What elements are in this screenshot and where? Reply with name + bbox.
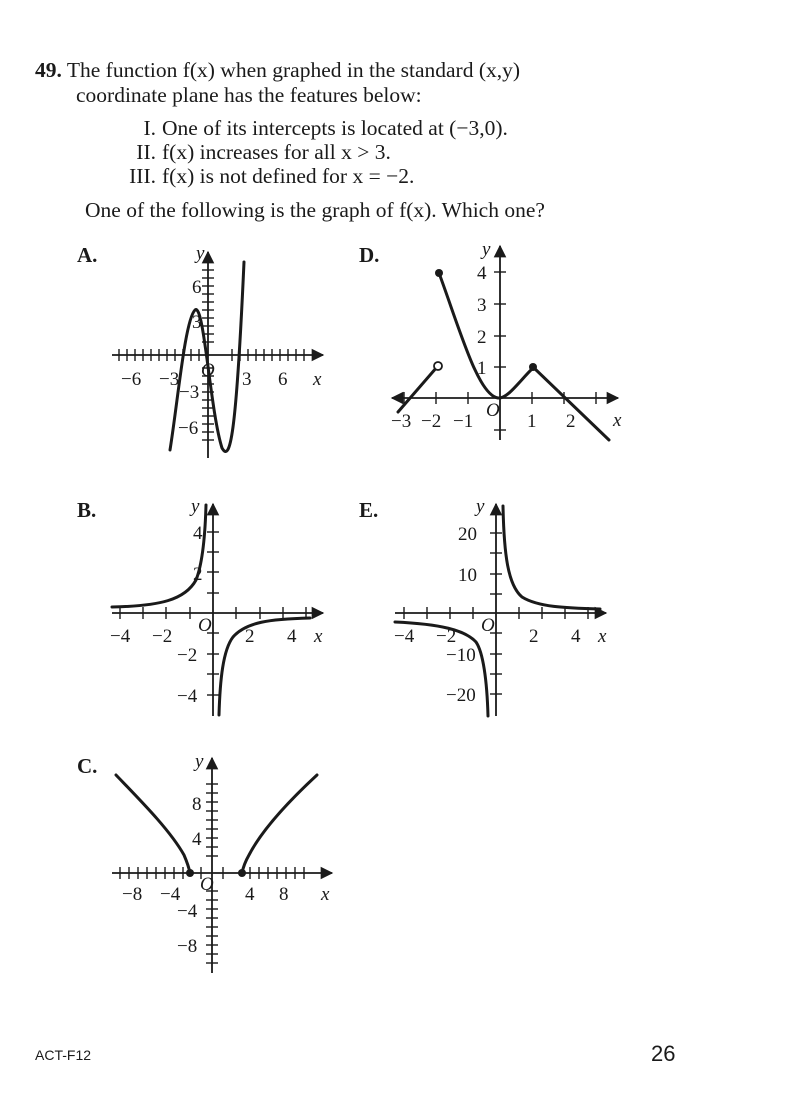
graph-c-y-label: y bbox=[195, 751, 204, 772]
graph-b-origin: O bbox=[198, 615, 212, 636]
feature-1-text: One of its intercepts is located at (−3,0). bbox=[162, 116, 508, 140]
graph-d-x-tick-neg2: −2 bbox=[421, 411, 442, 432]
graph-b-left-branch bbox=[112, 505, 206, 607]
graph-e[interactable] bbox=[394, 496, 607, 716]
graph-c-y-tick-neg4: −4 bbox=[177, 901, 198, 922]
graph-c-left-endpoint bbox=[186, 869, 194, 877]
feature-3-numeral: III. bbox=[129, 164, 156, 188]
graph-a-y-tick-6: 6 bbox=[192, 277, 202, 298]
graph-d[interactable] bbox=[391, 239, 622, 440]
graph-d-open-point bbox=[434, 362, 442, 370]
graph-b-x-tick-2: 2 bbox=[245, 626, 255, 647]
graph-b-y-tick-2: 2 bbox=[193, 564, 203, 585]
graph-c-x-tick-neg8: −8 bbox=[122, 884, 143, 905]
graph-a-x-tick-6: 6 bbox=[278, 369, 288, 390]
graph-e-origin: O bbox=[481, 615, 495, 636]
graph-b-y-label: y bbox=[191, 496, 200, 517]
graph-a-x-label: x bbox=[313, 369, 322, 390]
question-stem-text: The function f(x) when graphed in the standard (x,y) bbox=[66, 58, 521, 82]
graph-c-x-label: x bbox=[321, 884, 330, 905]
feature-1-numeral: I. bbox=[143, 116, 156, 140]
graph-d-left-segment bbox=[398, 367, 437, 412]
graph-d-x-label: x bbox=[613, 410, 622, 431]
graph-d-y-tick-4: 4 bbox=[477, 263, 487, 284]
graph-e-y-tick-neg10: −10 bbox=[446, 645, 476, 666]
graph-a-x-tick-neg6: −6 bbox=[121, 369, 142, 390]
page-number: 26 bbox=[651, 1041, 676, 1066]
graph-d-x-tick-1: 1 bbox=[527, 411, 537, 432]
graph-b-x-label: x bbox=[314, 626, 323, 647]
graph-e-x-label: x bbox=[598, 626, 607, 647]
graph-d-x-tick-2: 2 bbox=[566, 411, 576, 432]
graph-d-x-tick-neg3: −3 bbox=[391, 411, 412, 432]
graph-a-x-tick-3: 3 bbox=[242, 369, 252, 390]
graph-b-y-tick-4: 4 bbox=[193, 523, 203, 544]
graph-b-x-tick-neg4: −4 bbox=[110, 626, 131, 647]
graph-e-x-tick-4: 4 bbox=[571, 626, 581, 647]
graph-e-y-tick-20: 20 bbox=[458, 524, 477, 545]
graph-a-y-tick-neg6: −6 bbox=[178, 418, 199, 439]
graph-c-origin: O bbox=[200, 874, 214, 895]
choice-a-letter[interactable]: A. bbox=[77, 243, 98, 267]
choice-b-letter[interactable]: B. bbox=[77, 498, 97, 522]
graph-d-closed-point-left bbox=[435, 269, 443, 277]
feature-2-numeral: II. bbox=[136, 140, 156, 164]
graph-b-y-tick-neg4: −4 bbox=[177, 686, 198, 707]
graph-c-y-tick-neg8: −8 bbox=[177, 936, 198, 957]
feature-3-text: f(x) is not defined for x = −2. bbox=[162, 164, 415, 188]
graph-d-y-tick-1: 1 bbox=[477, 358, 487, 379]
graph-e-y-tick-neg20: −20 bbox=[446, 685, 476, 706]
graph-d-parabola bbox=[439, 273, 534, 398]
graph-e-y-label: y bbox=[476, 496, 485, 517]
graph-e-y-tick-10: 10 bbox=[458, 565, 477, 586]
graph-c-x-tick-4: 4 bbox=[245, 884, 255, 905]
footer-code: ACT-F12 bbox=[35, 1047, 92, 1063]
graph-d-x-tick-neg1: −1 bbox=[453, 411, 474, 432]
graph-c[interactable] bbox=[112, 751, 332, 973]
graph-a-y-label: y bbox=[196, 243, 205, 264]
feature-2-text: f(x) increases for all x > 3. bbox=[162, 140, 391, 164]
choice-c-letter[interactable]: C. bbox=[77, 754, 98, 778]
graph-e-x-tick-neg4: −4 bbox=[394, 626, 415, 647]
question-prompt: One of the following is the graph of f(x). Which one? bbox=[85, 198, 545, 222]
question-number: 49. bbox=[35, 58, 62, 82]
graph-c-y-tick-4: 4 bbox=[192, 829, 202, 850]
question-stem-line-2: coordinate plane has the features below: bbox=[76, 83, 422, 107]
choice-e-letter[interactable]: E. bbox=[359, 498, 379, 522]
graph-c-right-endpoint bbox=[238, 869, 246, 877]
graph-d-y-tick-3: 3 bbox=[477, 295, 487, 316]
graph-a-y-tick-3: 3 bbox=[192, 312, 202, 333]
graph-a[interactable] bbox=[112, 243, 323, 458]
graph-e-x-tick-neg2: −2 bbox=[436, 626, 457, 647]
graph-a-y-tick-neg3: −3 bbox=[179, 382, 200, 403]
graph-d-y-label: y bbox=[482, 239, 491, 260]
graph-c-x-tick-8: 8 bbox=[279, 884, 289, 905]
graph-b-x-tick-4: 4 bbox=[287, 626, 297, 647]
graph-c-y-tick-8: 8 bbox=[192, 794, 202, 815]
graph-c-x-tick-neg4: −4 bbox=[160, 884, 181, 905]
graph-b[interactable] bbox=[110, 496, 323, 716]
graph-b-y-tick-neg2: −2 bbox=[177, 645, 198, 666]
graph-c-right-branch bbox=[242, 775, 317, 873]
graph-d-origin: O bbox=[486, 400, 500, 421]
graph-a-x-tick-neg3: −3 bbox=[159, 369, 180, 390]
choice-d-letter[interactable]: D. bbox=[359, 243, 380, 267]
graph-c-left-branch bbox=[116, 775, 190, 873]
graph-d-y-tick-2: 2 bbox=[477, 327, 487, 348]
graph-e-x-tick-2: 2 bbox=[529, 626, 539, 647]
graph-a-origin: O bbox=[201, 360, 215, 381]
graph-b-x-tick-neg2: −2 bbox=[152, 626, 173, 647]
graph-e-right-branch bbox=[503, 506, 600, 609]
